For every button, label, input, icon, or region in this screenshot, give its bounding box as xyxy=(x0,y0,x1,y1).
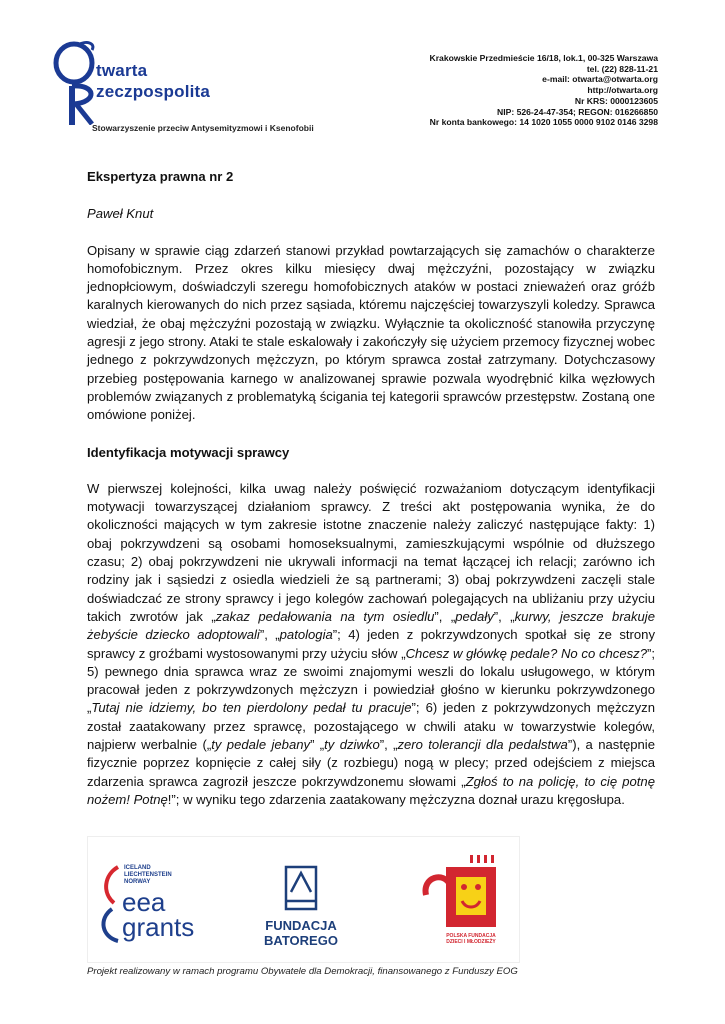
eea-word: eea xyxy=(122,887,166,917)
quote: Chcesz w główkę pedale? No co chcesz? xyxy=(405,645,647,661)
text-run: ”, „ xyxy=(493,608,515,624)
text-run: !”; w wyniku tego zdarzenia zaatakowany mężczyzna doznał urazu kręgosłupa. xyxy=(167,791,625,807)
grants-word: grants xyxy=(122,912,195,942)
org-name-line2: zeczpospolita xyxy=(96,82,211,101)
pfdim-line2: DZIECI I MŁODZIEŻY xyxy=(446,939,496,945)
org-logo xyxy=(52,40,312,135)
eea-country-3: NORWAY xyxy=(124,879,151,885)
sponsor-logos-graphic xyxy=(88,837,519,962)
bank-account: Nr konta bankowego: 14 1020 1055 0000 9102 0146 3298 xyxy=(429,117,658,128)
intro-paragraph: Opisany w sprawie ciąg zdarzeń stanowi przykład powtarzających się zamachów o charakterze homofobicznym. Przez okres kilku miesięcy dwaj mężczyźni, pozostający w związku jednopłciowym, doświadczyli szeregu homofobicznych ataków w postaci znieważeń oraz gróźb karalnych kierowanych do nich przez sąsiada, któremu najczęściej towarzyszyli koledzy. Sprawca wiedział, że obaj mężczyźni pozostają w związku. Wyłącznie ta okoliczność stanowiła przyczynę agresji z jego strony. Ataki te stale eskalowały i zakończyły się użyciem przemocy fizycznej wobec jednego z pokrzywdzonych mężczyzn, po którym sprawca został zatrzymany. Dotychczasowy przebieg postępowania karnego w analizowanej sprawie pozwala wyodrębnić kilka węzłowych problemów związanych z problematyką ścigania tej kategorii sprawców przestępstw. Zostaną one omówione poniżej. xyxy=(87,242,655,423)
document-title: Ekspertyza prawna nr 2 xyxy=(87,169,234,184)
org-name-line1: twarta xyxy=(96,61,148,80)
document-author: Paweł Knut xyxy=(87,206,154,222)
section-heading: Identyfikacja motywacji sprawcy xyxy=(87,444,290,460)
text-run: ”, „ xyxy=(259,627,280,643)
address: Krakowskie Przedmieście 16/18, lok.1, 00-325 Warszawa xyxy=(429,53,658,63)
sponsor-logos xyxy=(87,836,520,963)
text-run: ”; 6) jeden z pokrzywdzonych mężczyzn został zaatakowany przez sprawcę, pozostającego w chwili ataku w towarzystwie kolegów, najpierw werbalnie („ xyxy=(87,700,655,753)
quote: zakaz pedałowania na tym osiedlu xyxy=(215,608,435,624)
text-run: ”, „ xyxy=(379,737,398,753)
footer-note: Projekt realizowany w ramach programu Obywatele dla Demokracji, finansowanego z Funduszy EOG xyxy=(87,966,518,977)
text-run: ” „ xyxy=(310,737,325,753)
quote: patologia xyxy=(279,627,333,643)
quote: kurwy, jeszcze brakuje żebyście dziecko adoptowali xyxy=(87,608,655,643)
eea-country-2: LIECHTENSTEIN xyxy=(124,872,172,878)
batory-foundation-logo xyxy=(264,867,338,948)
text-run: ”, „ xyxy=(434,608,456,624)
text-run: ”), a następnie fizycznie poprzez kopnięcie z całej siły (z rozbiegu) nogą w plecy; przed odejściem z miejsca zdarzenia sprawca zagroził jeszcze pokrzywdzonemu słowami „ xyxy=(87,737,655,789)
contact-info xyxy=(429,53,658,128)
email: e-mail: otwarta@otwarta.org xyxy=(542,74,658,85)
eea-grants-logo xyxy=(103,865,194,942)
pfdim-logo xyxy=(426,855,497,945)
quote: zero tolerancji dla pedalstwa xyxy=(397,737,568,753)
quote: Tutaj nie idziemy, bo ten pierdolony pedał tu pracuje xyxy=(91,700,412,716)
org-tagline: Stowarzyszenie przeciw Antysemityzmowi i Ksenofobii xyxy=(92,123,314,133)
nip-regon: NIP: 526-24-47-354; REGON: 016266850 xyxy=(497,106,658,117)
text-run: ”; 4) jeden z pokrzywdzonych spotkał się ze strony sprawcy z groźbami wystosowanymi przy użyciu słów „ xyxy=(87,627,655,661)
quote: Zgłoś to na policję, to cię potnę nożem! Potnę xyxy=(87,773,655,807)
batory-line1: FUNDACJA xyxy=(265,918,337,933)
quote: ty pedale jebany xyxy=(211,737,311,753)
pfdim-line1: POLSKA FUNDACJA xyxy=(446,933,496,939)
document-body xyxy=(87,168,655,809)
phone: tel. (22) 828-11-21 xyxy=(586,63,658,74)
motivation-paragraph xyxy=(87,480,655,809)
batory-line2: BATOREGO xyxy=(264,933,338,948)
text-run: W pierwszej kolejności, kilka uwag należy poświęcić rozważaniom dotyczącym identyfikacji motywacji towarzyszącej działaniom sprawcy. Z treści akt postępowania wynika, że do okoliczności mających w tym zakresie istotne znaczenie należy zaliczyć następujące fakty: 1) obaj pokrzywdzeni są osobami homoseksualnymi, zamieszkującymi wspólnie od dłuższego czasu; 2) obaj pokrzywdzeni nie ukrywali informacji na temat łączącej ich relacji; zarówno ich rodziny jak i sąsiedzi z osiedla wiedzieli że są partnerami; 3) obaj pokrzywdzeni zaczęli stale doświadczać ze strony sprawcy i jego kolegów zachowań polegających na ubliżaniu przy użyciu takich zwrotów jak „ xyxy=(87,480,655,624)
quote: ty dziwko xyxy=(324,737,380,753)
website: http://otwarta.org xyxy=(587,85,658,96)
quote: pedały xyxy=(455,608,494,624)
text-run: ”; 5) pewnego dnia sprawca wraz ze swoimi znajomymi weszli do lokalu usługowego, w którym pracował jeden z pokrzywdzonych mężczyzn i powiedział głośno w kierunku pokrzywdzonego „ xyxy=(87,645,655,716)
eea-country-1: ICELAND xyxy=(124,865,151,871)
krs-number: Nr KRS: 0000123605 xyxy=(574,95,658,106)
